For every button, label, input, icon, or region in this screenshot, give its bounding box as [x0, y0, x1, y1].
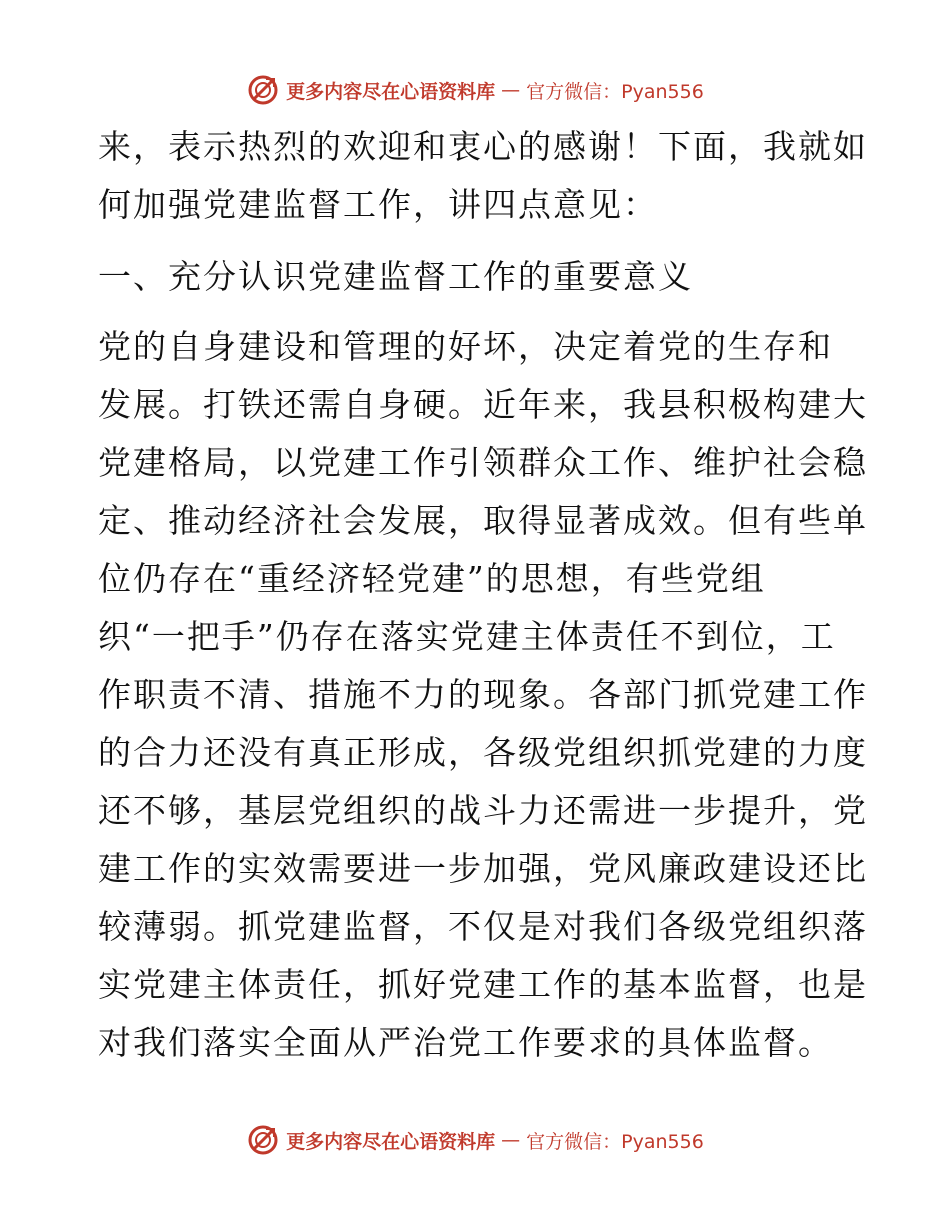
watermark-wechat: 官方微信：Pyan556: [526, 1130, 704, 1153]
watermark-separator: —: [501, 1129, 521, 1151]
paragraph-line: 作职责不清、措施不力的现象。各部门抓党建工作: [98, 675, 868, 714]
paragraph-line: 党建格局，以党建工作引领群众工作、维护社会稳: [98, 443, 868, 482]
paragraph-line: 实党建主体责任，抓好党建工作的基本监督，也是: [98, 965, 868, 1004]
watermark-wechat: 官方微信：Pyan556: [526, 80, 704, 103]
watermark-text: 更多内容尽在心语资料库: [286, 1130, 496, 1153]
text-line: 何加强党建监督工作，讲四点意见：: [98, 185, 658, 224]
paragraph-line: 的合力还没有真正形成，各级党组织抓党建的力度: [98, 733, 868, 772]
header-watermark: [0, 70, 950, 110]
paragraph-line: 党的自身建设和管理的好坏，决定着党的生存和: [98, 327, 833, 366]
watermark-separator: —: [501, 79, 521, 101]
footer-watermark: [0, 1120, 950, 1160]
paragraph-line: 较薄弱。抓党建监督，不仅是对我们各级党组织落: [98, 907, 868, 946]
section-heading: 一、充分认识党建监督工作的重要意义: [98, 257, 693, 296]
red-ring-logo-icon: [246, 1123, 280, 1157]
paragraph-line: 对我们落实全面从严治党工作要求的具体监督。: [98, 1023, 833, 1062]
red-ring-logo-icon: [246, 73, 280, 107]
paragraph-line: 位仍存在“重经济轻党建”的思想，有些党组: [98, 559, 766, 598]
paragraph-line: 织“一把手”仍存在落实党建主体责任不到位，工: [98, 617, 836, 656]
paragraph-line: 发展。打铁还需自身硬。近年来，我县积极构建大: [98, 385, 868, 424]
text-line: 来，表示热烈的欢迎和衷心的感谢！下面，我就如: [98, 127, 868, 166]
paragraph-line: 还不够，基层党组织的战斗力还需进一步提升，党: [98, 791, 868, 830]
document-body: [98, 118, 868, 1072]
paragraph-line: 定、推动经济社会发展，取得显著成效。但有些单: [98, 501, 868, 540]
watermark-text: 更多内容尽在心语资料库: [286, 80, 496, 103]
paragraph-line: 建工作的实效需要进一步加强，党风廉政建设还比: [98, 849, 868, 888]
